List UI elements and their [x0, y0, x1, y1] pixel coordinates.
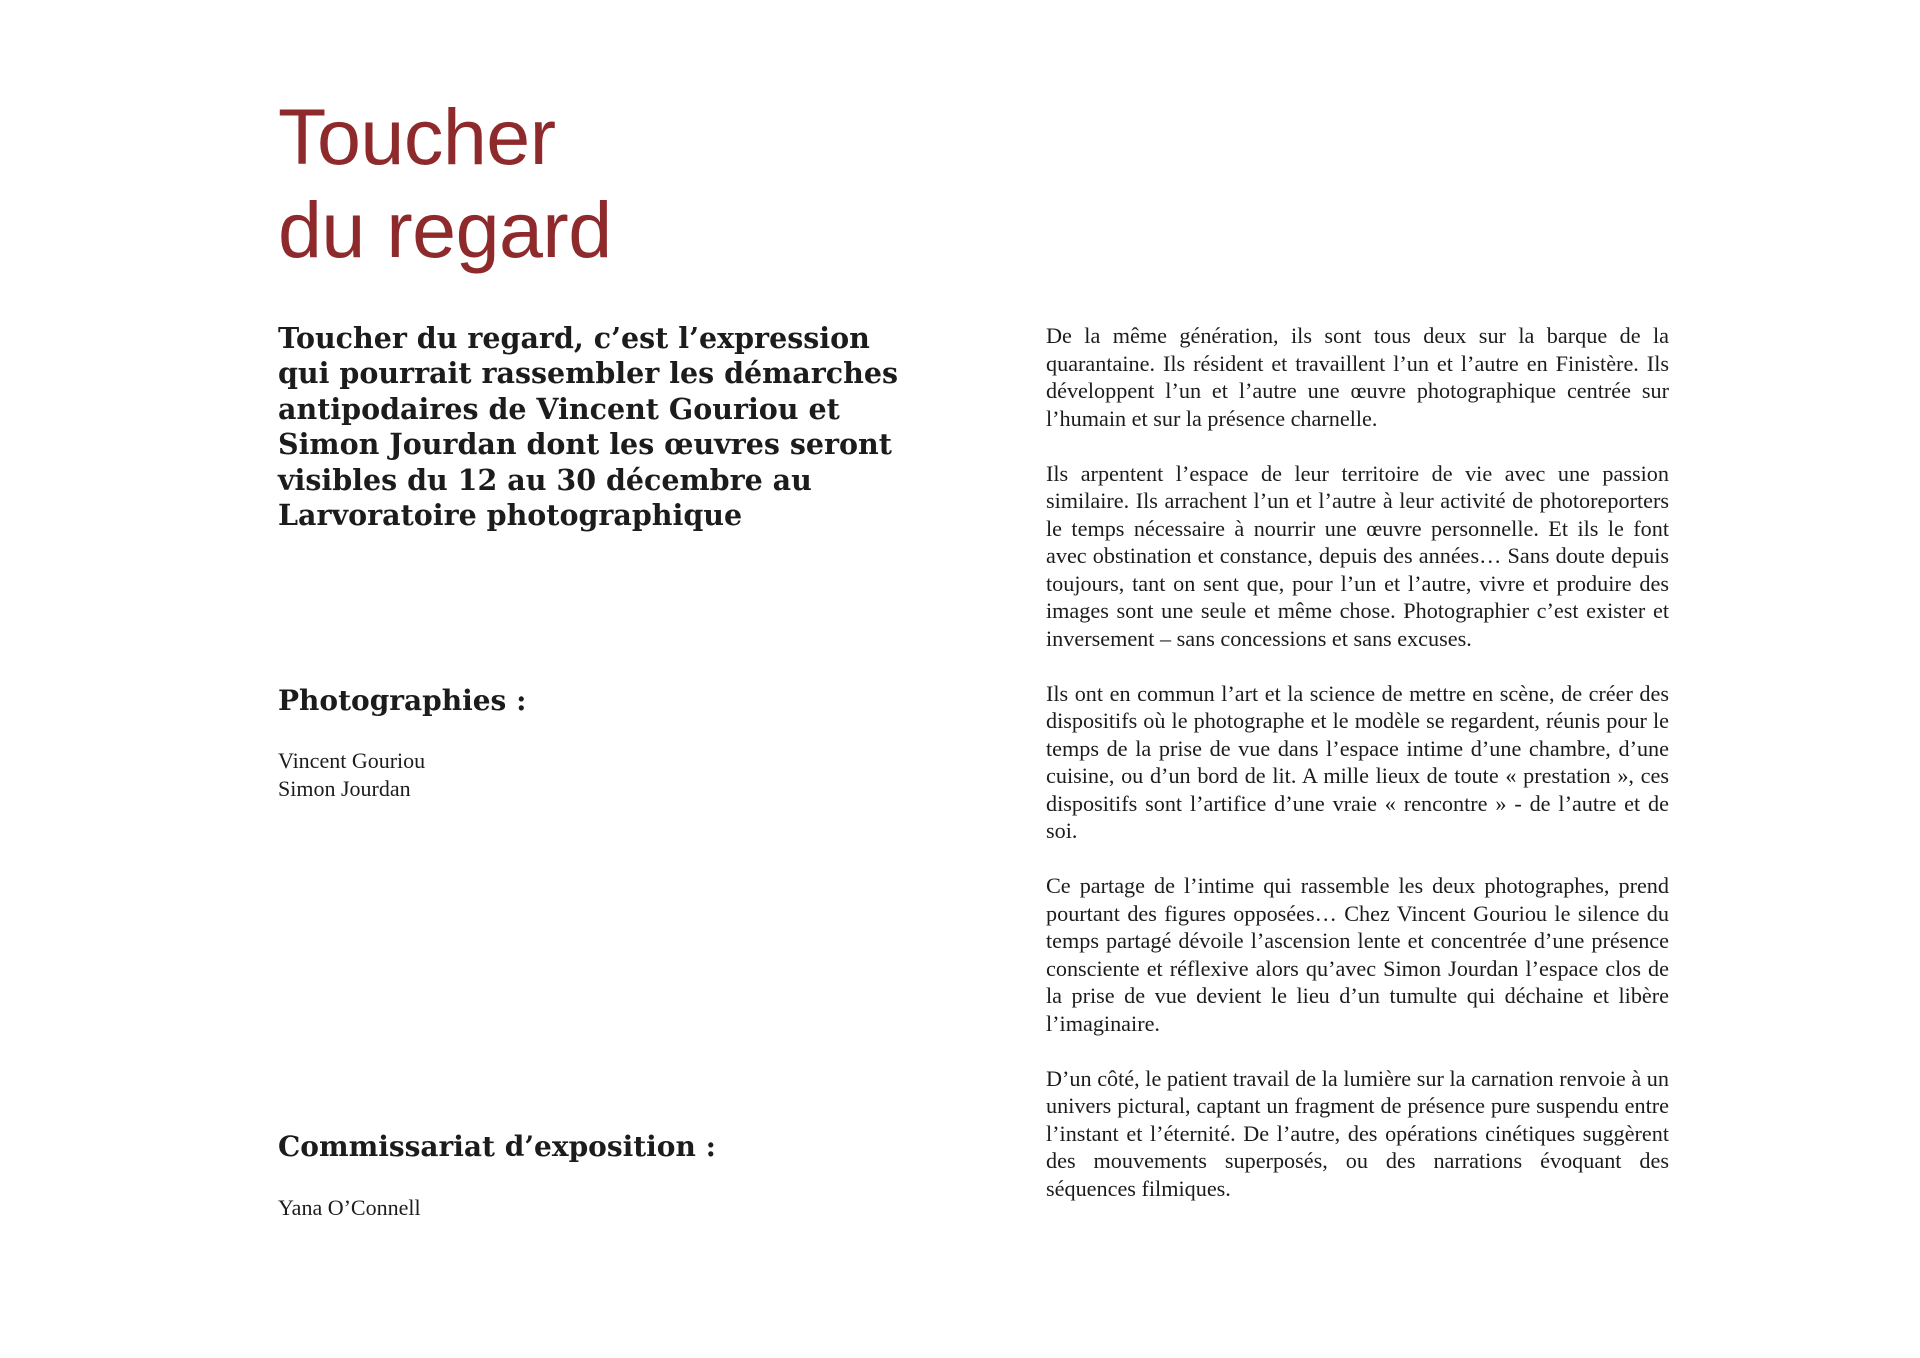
page-title-line-1: Toucher	[278, 92, 556, 181]
intro-lead-paragraph: Toucher du regard, c’est l’expression qui pourrait rassembler les démarches antipodaires de Vincent Gouriou et Simon Jourdan dont les œuvres seront visibles du 12 au 30 décembre au Larvoratoire photographique	[278, 321, 899, 533]
body-text-column	[1046, 322, 1669, 1230]
body-paragraph: D’un côté, le patient travail de la lumière sur la carnation renvoie à un univers pictural, captant un fragment de présence pure suspendu entre l’instant et l’éternité. De l’autre, des opérations cinétiques suggèrent des mouvements superposés, ou des narrations évoquant des séquences filmiques.	[1046, 1065, 1669, 1201]
curator-list	[278, 1194, 421, 1222]
page-title	[278, 90, 612, 276]
commissariat-heading: Commissariat d’exposition :	[278, 1130, 716, 1163]
photographies-heading: Photographies :	[278, 684, 527, 717]
photographer-name: Vincent Gouriou	[278, 748, 426, 773]
page-title-line-2: du regard	[278, 185, 612, 274]
curator-name: Yana O’Connell	[278, 1195, 421, 1220]
photographer-list	[278, 747, 425, 803]
body-paragraph: Ils arpentent l’espace de leur territoire de vie avec une passion similaire. Ils arrachent l’un et l’autre à leur activité de photoreporters le temps nécessaire à nourrir une œuvre personnelle. Et ils le font avec obstination et constance, depuis des années… Sans doute depuis toujours, tant on sent que, pour l’un et l’autre, vivre et produire des images sont une seule et même chose. Photographier c’est exister et inversement – sans concessions et sans excuses.	[1046, 460, 1669, 651]
body-paragraph: Ce partage de l’intime qui rassemble les deux photographes, prend pourtant des figures opposées… Chez Vincent Gouriou le silence du temps partagé dévoile l’ascension lente et concentrée d’une présence consciente et réflexive alors qu’avec Simon Jourdan l’espace clos de la prise de vue devient le lieu d’un tumulte qui déchaine et libère l’imaginaire.	[1046, 873, 1669, 1036]
photographer-name: Simon Jourdan	[278, 776, 411, 801]
body-paragraph: De la même génération, ils sont tous deux sur la barque de la quarantaine. Ils résident et travaillent l’un et l’autre en Finistère. Ils développent l’un et l’autre une œuvre photographique centrée sur l’humain et sur la présence charnelle.	[1046, 323, 1669, 431]
body-paragraph: Ils ont en commun l’art et la science de mettre en scène, de créer des dispositifs où le photographe et le modèle se regardent, réunis pour le temps de la prise de vue dans l’espace intime d’une chambre, d’une cuisine, ou d’un bord de lit. A mille lieux de toute « prestation », ces dispositifs sont l’artifice d’une vraie « rencontre » - de l’autre et de soi.	[1046, 680, 1669, 843]
